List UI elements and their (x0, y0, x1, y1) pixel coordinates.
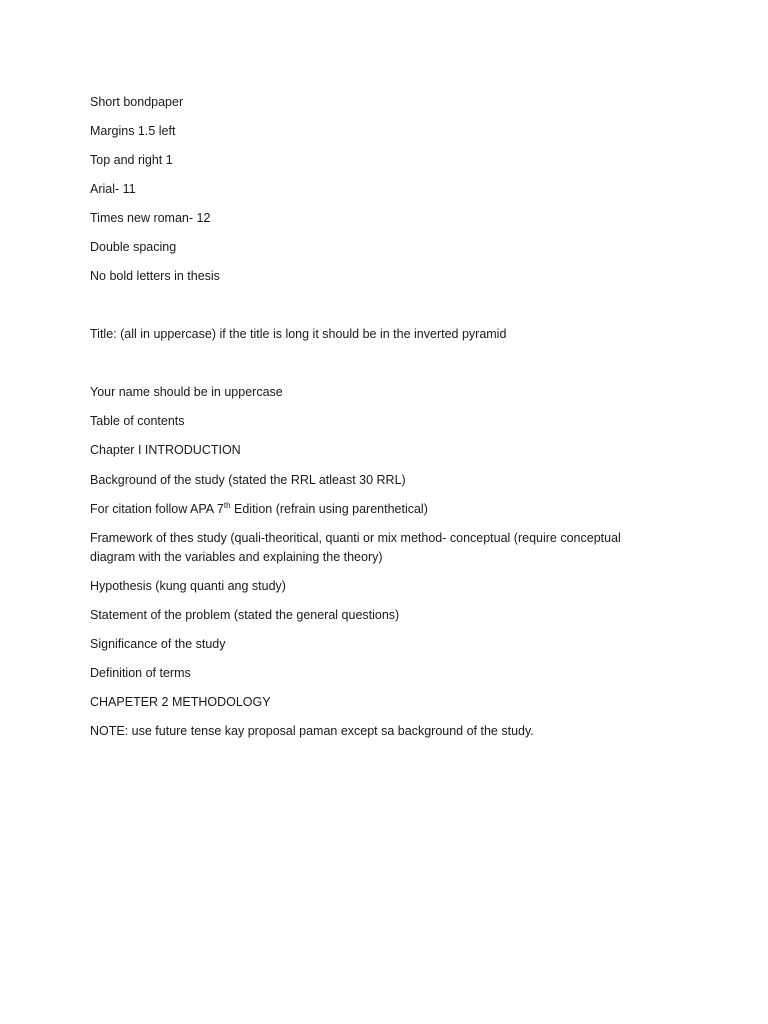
line-framework: Framework of thes study (quali-theoritical, quanti or mix method- conceptual (require conceptual diagram with the variables and explaining the theory) (90, 531, 621, 564)
line-name-rule: Your name should be in uppercase (90, 385, 283, 399)
line-margins-top-right: Top and right 1 (90, 153, 173, 167)
line-spacing: Double spacing (90, 240, 177, 254)
line-chapter-1: Chapter I INTRODUCTION (90, 443, 241, 457)
line-font-times: Times new roman- 12 (90, 211, 211, 225)
citation-text-after: Edition (refrain using parenthetical) (230, 502, 428, 516)
line-no-bold: No bold letters in thesis (90, 269, 220, 283)
line-statement-of-problem: Statement of the problem (stated the general questions) (90, 608, 400, 622)
line-font-arial: Arial- 11 (90, 182, 136, 196)
line-background: Background of the study (stated the RRL atleast 30 RRL) (90, 473, 406, 487)
line-table-of-contents: Table of contents (90, 414, 185, 428)
line-note: NOTE: use future tense kay proposal paman except sa background of the study. (90, 724, 534, 738)
citation-text-before: For citation follow APA 7 (90, 502, 224, 516)
line-definition-of-terms: Definition of terms (90, 666, 191, 680)
citation-superscript: th (223, 500, 231, 510)
line-citation (90, 500, 660, 519)
line-significance: Significance of the study (90, 637, 226, 651)
line-paper-size: Short bondpaper (90, 95, 184, 109)
line-hypothesis: Hypothesis (kung quanti ang study) (90, 579, 286, 593)
line-chapter-2: CHAPETER 2 METHODOLOGY (90, 695, 271, 709)
line-margins-left: Margins 1.5 left (90, 124, 176, 138)
line-title-rule: Title: (all in uppercase) if the title is long it should be in the inverted pyramid (90, 327, 507, 341)
